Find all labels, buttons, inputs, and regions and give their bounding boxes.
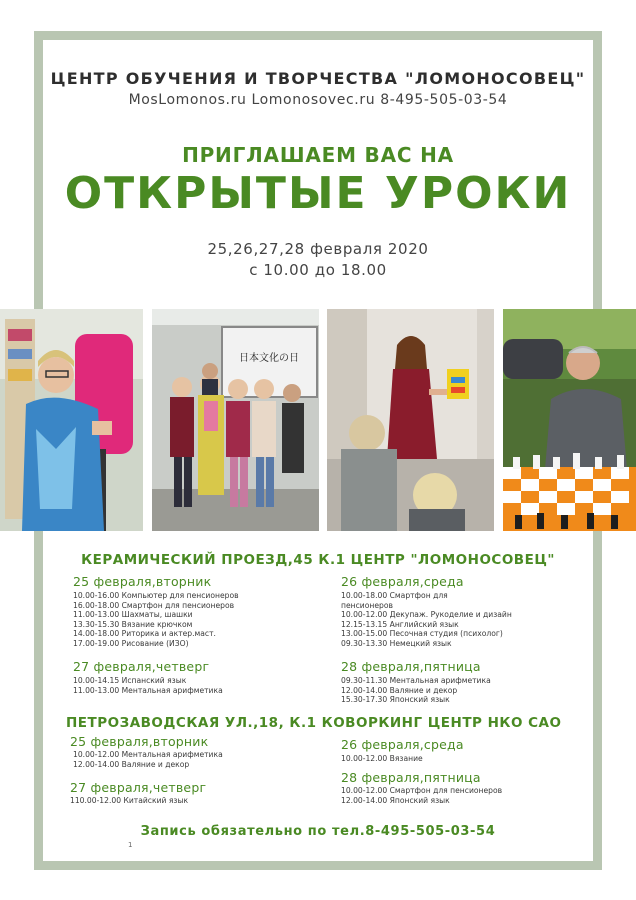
list-item: 11.00-13.00 Шахматы, шашки [73,610,193,620]
photo-chess [503,309,636,531]
list-item: 09.30-13.30 Немецкий язык [341,638,452,648]
list-item: 10.00-14.15 Испанский язык [73,676,187,685]
signup-phone-note: Запись обязательно по тел.8-495-505-03-54 [140,824,496,839]
list-item: 17.00-19.00 Рисование (ИЗО) [73,638,189,648]
venue2-day2-title: 26 февраля,среда [341,737,464,752]
sign-text: 日本文化の日 [239,353,299,364]
list-item: 10.00-12.00 Вязание [341,754,423,763]
list-item: 14.00-18.00 Риторика и актер.маст. [73,629,216,639]
venue1-day4-title: 28 февраля,пятница [341,659,481,674]
venue1-day3-list [73,676,223,695]
photo-group [152,309,319,531]
list-item: 16.00-18.00 Смартфон для пенсионеров [73,600,235,610]
list-item: 110.00-12.00 Китайский язык [70,796,189,805]
venue2-day3-title: 27 февраля,четверг [70,780,207,795]
list-item: 13.00-15.00 Песочная студия (психолог) [341,629,503,639]
list-item: 10.00-12.00 Декупаж. Рукоделие и дизайн [341,610,512,620]
invite-text: ПРИГЛАШАЕМ ВАС НА [182,143,454,167]
list-item: 15.30-17.30 Японский язык [341,695,450,705]
venue2-day1-list [73,750,223,769]
photo-teacher [327,309,494,531]
venue2-day4-list [341,786,502,805]
venue1-title: КЕРАМИЧЕСКИЙ ПРОЕЗД,45 К.1 ЦЕНТР "ЛОМОНОСОВЕЦ" [81,552,555,568]
venue2-day2-list [341,754,423,764]
list-item: 10.00-18.00 Смартфон для [341,591,448,600]
venue1-day2-title: 26 февраля,среда [341,574,464,589]
headline: ОТКРЫТЫЕ УРОКИ [64,168,572,219]
list-item: 13.30-15.30 Вязание крючком [73,619,193,629]
event-hours: с 10.00 до 18.00 [249,261,387,279]
list-item: 09.30-11.30 Ментальная арифметика [341,676,491,685]
list-item: 11.00-13.00 Ментальная арифметика [73,685,223,695]
venue2-day4-title: 28 февраля,пятница [341,770,481,785]
venue1-day2-list [341,591,512,649]
contacts-line: MosLomonos.ru Lomonosovec.ru 8-495-505-03-54 [128,92,508,108]
venue2-day3-list [70,796,188,806]
list-item: 12.00-14.00 Валяние и декор [341,685,458,695]
event-dates: 25,26,27,28 февраля 2020 [207,240,429,258]
list-item: пенсионеров [341,600,393,610]
photo-strip [0,309,636,531]
venue1-day4-list [341,676,491,705]
list-item: 10.00-12.00 Ментальная арифметика [73,750,223,759]
list-item: 10.00-16.00 Компьютер для пенсионеров [73,591,239,600]
venue1-day1-title: 25 февраля,вторник [73,574,212,589]
venue2-day1-title: 25 февраля,вторник [70,734,209,749]
photo-sewing [0,309,143,531]
list-item: 12.15-13.15 Английский язык [341,619,459,629]
venue1-day1-list [73,591,239,649]
list-item: 12.00-14.00 Японский язык [341,795,450,805]
venue2-title: ПЕТРОЗАВОДСКАЯ УЛ.,18, К.1 КОВОРКИНГ ЦЕНТР НКО САО [66,715,562,731]
page-number: 1 [128,841,133,849]
list-item: 10.00-12.00 Смартфон для пенсионеров [341,786,503,795]
list-item: 12.00-14.00 Валяние и декор [73,759,190,769]
org-name: ЦЕНТР ОБУЧЕНИЯ И ТВОРЧЕСТВА "ЛОМОНОСОВЕЦ" [50,69,586,88]
venue1-day3-title: 27 февраля,четверг [73,659,210,674]
